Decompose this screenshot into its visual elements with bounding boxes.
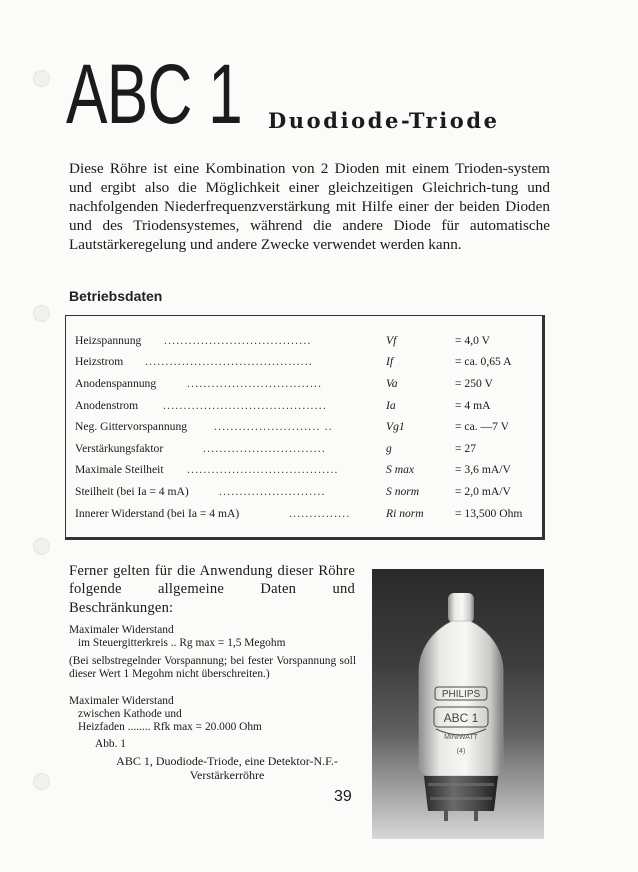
row-value: = 3,6 mA/V bbox=[455, 463, 511, 476]
row-label: Anodenstrom bbox=[75, 399, 139, 412]
leader-dots: .................................... bbox=[164, 334, 312, 347]
row-symbol: g bbox=[386, 442, 392, 455]
row-label: Heizstrom bbox=[75, 355, 124, 368]
punch-hole-top bbox=[33, 70, 50, 87]
row-symbol: Va bbox=[386, 377, 398, 390]
row-value: = ca. 0,65 A bbox=[455, 355, 512, 368]
grid-limit-label-1: Maximaler Widerstand bbox=[69, 624, 174, 636]
row-label: Anodenspannung bbox=[75, 377, 157, 390]
row-value: = 250 V bbox=[455, 377, 493, 390]
row-value: = ca. —7 V bbox=[455, 420, 509, 433]
cathode-limit-label-1: Maximaler Widerstand bbox=[69, 695, 174, 707]
punch-hole-bottom bbox=[33, 773, 50, 790]
row-symbol: S max bbox=[386, 463, 415, 476]
row-label: Heizspannung bbox=[75, 334, 142, 347]
row-symbol: Vf bbox=[386, 334, 397, 347]
row-label: Neg. Gittervorspannung bbox=[75, 420, 188, 433]
tube-series-text: MINIWATT bbox=[444, 734, 478, 741]
row-value: = 2,0 mA/V bbox=[455, 485, 511, 498]
row-value: = 4,0 V bbox=[455, 334, 490, 347]
tube-model-title: ABC 1 bbox=[66, 47, 242, 141]
grid-limit-note: (Bei selbstregelnder Vorspannung; bei fester Vorspannung soll dieser Wert 1 Megohm nicht überschreiten.) bbox=[69, 655, 356, 680]
row-value: = 4 mA bbox=[455, 399, 491, 412]
leader-dots: .............................. bbox=[203, 442, 326, 455]
leader-dots: ..................................... bbox=[187, 463, 339, 476]
row-value: = 27 bbox=[455, 442, 477, 455]
tube-brand-text: PHILIPS bbox=[441, 689, 481, 700]
row-symbol: S norm bbox=[386, 485, 420, 498]
intro-paragraph: Diese Röhre ist eine Kombination von 2 Dioden mit einem Trioden-system und ergibt also die Möglichkeit einer gleichzeitigen Gleichrich-tung und nachfolgenden Niederfrequenzverstärkung mit Hilfe einer der beiden Dioden und des Triodensystemes, während die andere Diode für automatische Lautstärkeregelung und andere Zwecke verwendet werden kann. bbox=[69, 160, 550, 253]
leader-dots: .......................... .. bbox=[214, 420, 333, 433]
operating-data-table bbox=[65, 315, 545, 540]
leader-dots: ............... bbox=[289, 507, 351, 520]
page-number: 39 bbox=[334, 788, 352, 805]
figure-caption: ABC 1, Duodiode-Triode, eine Detektor-N.F.-Verstärkerröhre bbox=[116, 754, 338, 782]
cathode-limit-label-2: zwischen Kathode und bbox=[78, 708, 182, 720]
row-symbol: If bbox=[386, 355, 394, 368]
row-value: = 13,500 Ohm bbox=[455, 507, 523, 520]
operating-data-heading: Betriebsdaten bbox=[69, 288, 163, 304]
tube-type-subtitle: Duodiode-Triode bbox=[268, 108, 500, 133]
tube-illustration bbox=[372, 569, 544, 839]
figure-number: Abb. 1 bbox=[95, 738, 127, 750]
further-data-paragraph: Ferner gelten für die Anwendung dieser Röhre folgende allgemeine Daten und Beschränkungen: bbox=[69, 563, 355, 616]
punch-hole-lower bbox=[33, 538, 50, 555]
leader-dots: ........................................ bbox=[163, 399, 327, 412]
grid-limit-label-2: im Steuergitterkreis .. Rg max = 1,5 Megohm bbox=[78, 637, 286, 649]
row-symbol: Vg1 bbox=[386, 420, 405, 433]
row-label: Verstärkungsfaktor bbox=[75, 442, 164, 455]
row-label: Maximale Steilheit bbox=[75, 463, 164, 476]
tube-model-text: ABC 1 bbox=[443, 711, 479, 725]
leader-dots: .......................... bbox=[219, 485, 326, 498]
cathode-limit-label-3: Heizfaden ........ Rfk max = 20.000 Ohm bbox=[78, 721, 262, 733]
row-symbol: Ia bbox=[386, 399, 396, 412]
row-symbol: Ri norm bbox=[386, 507, 424, 520]
tube-photograph bbox=[372, 569, 544, 839]
row-label: Innerer Widerstand (bei Ia = 4 mA) bbox=[75, 507, 240, 520]
punch-hole-middle bbox=[33, 305, 50, 322]
leader-dots: ................................. bbox=[187, 377, 323, 390]
tube-code-text: (4) bbox=[456, 748, 466, 755]
leader-dots: ......................................... bbox=[145, 355, 314, 368]
row-label: Steilheit (bei Ia = 4 mA) bbox=[75, 485, 189, 498]
